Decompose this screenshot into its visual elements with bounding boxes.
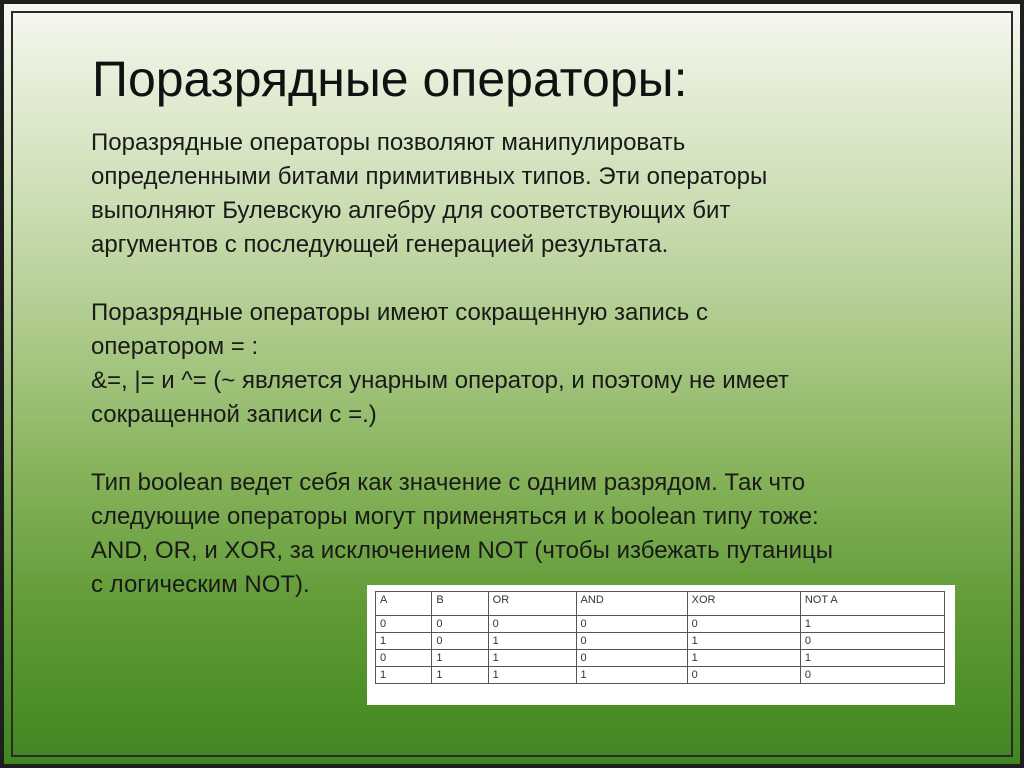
column-header: XOR (687, 592, 800, 616)
text-line: Поразрядные операторы позволяют манипулировать (91, 129, 686, 156)
table-row (376, 616, 945, 633)
table-cell: 1 (488, 650, 576, 667)
text-line: выполняют Булевскую алгебру для соответствующих бит (91, 197, 731, 224)
paragraph-boolean (91, 466, 833, 602)
text-line: Поразрядные операторы имеют сокращенную запись с (91, 299, 708, 326)
column-header: AND (576, 592, 687, 616)
column-header: NOT A (800, 592, 944, 616)
text-line: &=, |= и ^= (~ является унарным оператор, и поэтому не имеет (91, 367, 790, 394)
table-cell: 1 (687, 650, 800, 667)
table-cell: 0 (376, 650, 432, 667)
table-row (376, 633, 945, 650)
text-line: с логическим NOT). (91, 571, 310, 598)
table-cell: 0 (800, 667, 944, 684)
table-cell: 1 (376, 667, 432, 684)
table-cell: 1 (800, 616, 944, 633)
table-cell: 0 (576, 633, 687, 650)
text-line: AND, OR, и XOR, за исключением NOT (чтобы избежать путаницы (91, 537, 834, 564)
text-line: оператором = : (91, 333, 259, 360)
text-line: аргументов с последующей генерацией результата. (91, 231, 669, 258)
table-cell: 0 (687, 667, 800, 684)
table-cell: 1 (376, 633, 432, 650)
table-cell: 0 (576, 650, 687, 667)
table-cell: 1 (488, 667, 576, 684)
table-cell: 0 (432, 633, 488, 650)
table-cell: 0 (800, 633, 944, 650)
table-cell: 0 (488, 616, 576, 633)
text-line: сокращенной записи с =.) (91, 401, 377, 428)
table-cell: 1 (576, 667, 687, 684)
table-cell: 0 (432, 616, 488, 633)
table-cell: 0 (376, 616, 432, 633)
table-cell: 1 (432, 667, 488, 684)
truth-table-panel (367, 585, 955, 705)
table-row (376, 667, 945, 684)
column-header: A (376, 592, 432, 616)
table-cell: 1 (488, 633, 576, 650)
text-line: определенными битами примитивных типов. Эти операторы (91, 163, 768, 190)
text-line: следующие операторы могут применяться и к boolean типу тоже: (91, 503, 819, 530)
table-row (376, 650, 945, 667)
text-line: Тип boolean ведет себя как значение с одним разрядом. Так что (91, 469, 806, 496)
slide-title: Поразрядные операторы: (92, 51, 688, 107)
table-cell: 0 (576, 616, 687, 633)
table-header-row (376, 592, 945, 616)
column-header: OR (488, 592, 576, 616)
paragraph-intro (91, 126, 767, 262)
column-header: B (432, 592, 488, 616)
table-cell: 1 (800, 650, 944, 667)
paragraph-shorthand (91, 296, 789, 432)
truth-table (375, 591, 945, 684)
table-cell: 1 (432, 650, 488, 667)
table-cell: 1 (687, 633, 800, 650)
table-cell: 0 (687, 616, 800, 633)
